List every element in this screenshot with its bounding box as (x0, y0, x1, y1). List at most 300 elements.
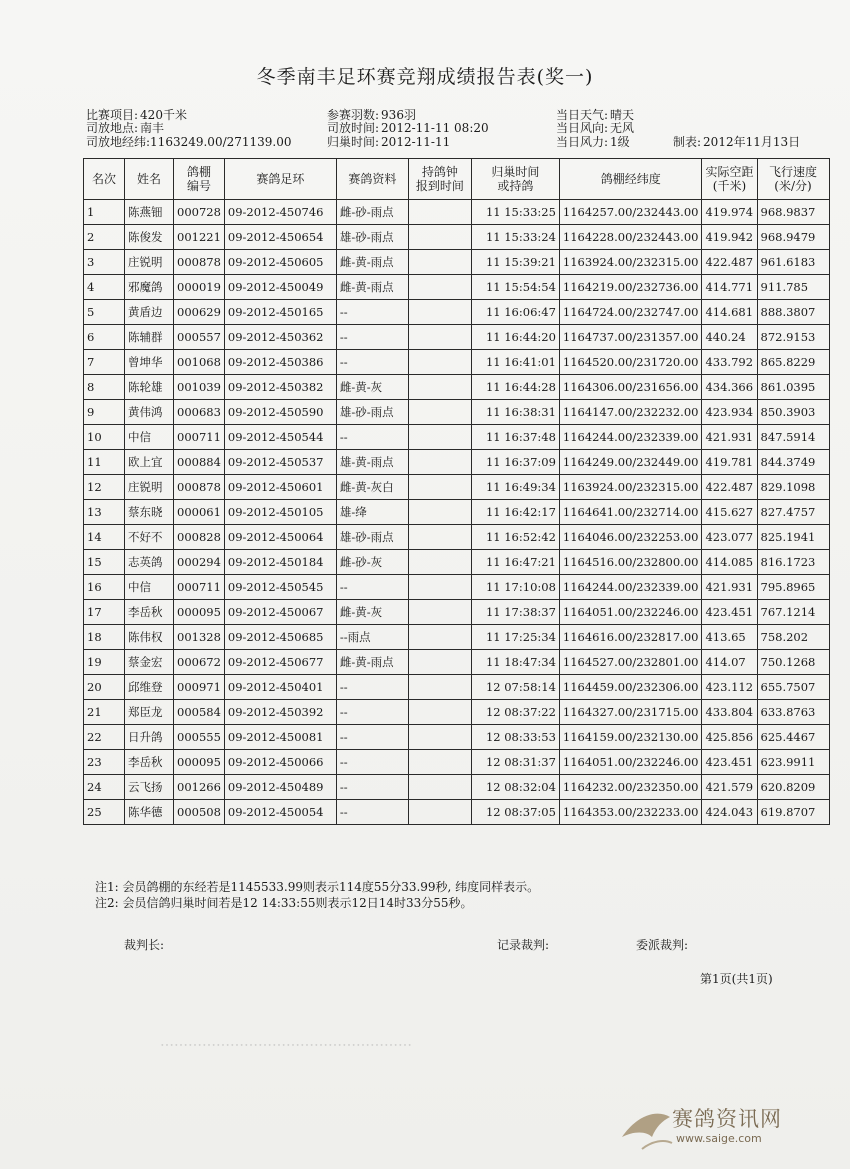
table-cell: 425.856 (702, 725, 757, 750)
signature-recorder: 记录裁判: (497, 938, 550, 952)
table-cell: 李岳秋 (125, 600, 174, 625)
table-cell: 志英鸽 (125, 550, 174, 575)
table-cell (408, 325, 471, 350)
table-row (84, 500, 830, 525)
table-cell (408, 725, 471, 750)
table-row (84, 375, 830, 400)
table-cell: 1164737.00/231357.00 (559, 325, 702, 350)
table-row (84, 750, 830, 775)
table-cell: 09-2012-450165 (224, 300, 336, 325)
table-cell: -- (336, 575, 408, 600)
table-cell: 14 (84, 525, 125, 550)
table-cell: 7 (84, 350, 125, 375)
table-cell: -- (336, 725, 408, 750)
table-cell: 433.792 (702, 350, 757, 375)
table-cell: 440.24 (702, 325, 757, 350)
table-cell: 829.1098 (757, 475, 829, 500)
table-cell (408, 475, 471, 500)
table-cell: 雄-砂-雨点 (336, 525, 408, 550)
table-cell: 11 16:41:01 (471, 350, 559, 375)
table-cell: 422.487 (702, 250, 757, 275)
table-cell: 6 (84, 325, 125, 350)
table-cell: 000019 (174, 275, 225, 300)
table-cell: 1164232.00/232350.00 (559, 775, 702, 800)
table-cell: 黄伟鸿 (125, 400, 174, 425)
column-header: 飞行速度 (米/分) (757, 159, 829, 200)
table-cell: 1164520.00/231720.00 (559, 350, 702, 375)
table-cell: 15 (84, 550, 125, 575)
table-row (84, 250, 830, 275)
column-header: 赛鸽足环 (224, 159, 336, 200)
info-count: 参赛羽数: 936羽 (327, 108, 416, 122)
table-cell: 000828 (174, 525, 225, 550)
table-cell: 黄盾边 (125, 300, 174, 325)
table-cell: 750.1268 (757, 650, 829, 675)
table-cell: 曾坤华 (125, 350, 174, 375)
table-cell: 4 (84, 275, 125, 300)
column-header: 持鸽钟 报到时间 (408, 159, 471, 200)
table-cell: 872.9153 (757, 325, 829, 350)
table-cell: 767.1214 (757, 600, 829, 625)
table-cell: 09-2012-450746 (224, 200, 336, 225)
table-cell: 968.9837 (757, 200, 829, 225)
table-row (84, 225, 830, 250)
table-cell: 12 08:33:53 (471, 725, 559, 750)
table-cell: 23 (84, 750, 125, 775)
table-cell: 633.8763 (757, 700, 829, 725)
table-cell (408, 750, 471, 775)
table-cell: 09-2012-450184 (224, 550, 336, 575)
table-cell: 11 16:42:17 (471, 500, 559, 525)
table-cell (408, 200, 471, 225)
table-cell: 庄锐明 (125, 475, 174, 500)
table-cell: 11 15:39:21 (471, 250, 559, 275)
info-release-place: 司放地点: 南丰 (86, 121, 165, 135)
table-cell: 000878 (174, 250, 225, 275)
table-cell: 云飞扬 (125, 775, 174, 800)
notes (95, 879, 539, 911)
table-cell: 434.366 (702, 375, 757, 400)
table-row (84, 775, 830, 800)
table-cell: 001266 (174, 775, 225, 800)
table-cell: 423.077 (702, 525, 757, 550)
table-cell: 09-2012-450685 (224, 625, 336, 650)
table-cell: 847.5914 (757, 425, 829, 450)
column-header: 姓名 (125, 159, 174, 200)
table-cell: 12 08:31:37 (471, 750, 559, 775)
table-cell: 8 (84, 375, 125, 400)
table-cell: 09-2012-450081 (224, 725, 336, 750)
table-cell: 1164353.00/232233.00 (559, 800, 702, 825)
table-cell: 09-2012-450064 (224, 525, 336, 550)
table-cell: 623.9911 (757, 750, 829, 775)
table-cell: -- (336, 700, 408, 725)
table-cell: 09-2012-450392 (224, 700, 336, 725)
table-cell: 11 16:37:09 (471, 450, 559, 475)
table-cell: 000711 (174, 575, 225, 600)
table-cell: 09-2012-450545 (224, 575, 336, 600)
table-cell (408, 300, 471, 325)
table-cell: 09-2012-450054 (224, 800, 336, 825)
table-cell: 16 (84, 575, 125, 600)
info-wind-direction: 当日风向: 无风 (556, 121, 635, 135)
table-cell: 861.0395 (757, 375, 829, 400)
table-cell: 22 (84, 725, 125, 750)
table-cell: 850.3903 (757, 400, 829, 425)
table-row (84, 450, 830, 475)
table-row (84, 525, 830, 550)
table-cell: 24 (84, 775, 125, 800)
note-2: 注2: 会员信鸽归巢时间若是12 14:33:55则表示12日14时33分55秒。 (95, 896, 473, 910)
table-cell: 000629 (174, 300, 225, 325)
table-cell: -- (336, 800, 408, 825)
table-cell: 25 (84, 800, 125, 825)
table-cell: 10 (84, 425, 125, 450)
table-cell: 001039 (174, 375, 225, 400)
table-cell: 11 18:47:34 (471, 650, 559, 675)
table-cell: 17 (84, 600, 125, 625)
info-weather: 当日天气: 晴天 (556, 108, 635, 122)
table-cell: 蔡金宏 (125, 650, 174, 675)
table-cell: 12 07:58:14 (471, 675, 559, 700)
info-release-time: 司放时间: 2012-11-11 08:20 (327, 121, 489, 135)
table-cell: 11 16:06:47 (471, 300, 559, 325)
table-row (84, 575, 830, 600)
table-cell: 911.785 (757, 275, 829, 300)
table-cell: 11 15:33:24 (471, 225, 559, 250)
table-cell: 11 15:54:54 (471, 275, 559, 300)
table-cell: 000061 (174, 500, 225, 525)
table-cell: 423.451 (702, 600, 757, 625)
table-cell: 816.1723 (757, 550, 829, 575)
table-cell: 795.8965 (757, 575, 829, 600)
table-row (84, 700, 830, 725)
table-cell (408, 350, 471, 375)
table-cell: 1164046.00/232253.00 (559, 525, 702, 550)
table-cell: 李岳秋 (125, 750, 174, 775)
table-cell: 不好不 (125, 525, 174, 550)
column-header: 名次 (84, 159, 125, 200)
table-cell: 09-2012-450590 (224, 400, 336, 425)
table-cell: 414.07 (702, 650, 757, 675)
table-cell: 09-2012-450386 (224, 350, 336, 375)
table-cell (408, 525, 471, 550)
table-cell: 5 (84, 300, 125, 325)
table-cell: 郑臣龙 (125, 700, 174, 725)
table-cell (408, 550, 471, 575)
table-cell: 09-2012-450382 (224, 375, 336, 400)
table-cell: -- (336, 325, 408, 350)
report-title: 冬季南丰足环赛竞翔成绩报告表(奖一) (256, 66, 594, 88)
table-cell: 09-2012-450489 (224, 775, 336, 800)
table-cell: 000683 (174, 400, 225, 425)
table-cell: 000878 (174, 475, 225, 500)
table-cell: 433.804 (702, 700, 757, 725)
table-cell: 09-2012-450654 (224, 225, 336, 250)
table-cell: 000557 (174, 325, 225, 350)
table-cell: 欧上宜 (125, 450, 174, 475)
table-cell: 414.681 (702, 300, 757, 325)
table-cell: -- (336, 425, 408, 450)
table-cell (408, 500, 471, 525)
table-cell: 000555 (174, 725, 225, 750)
table-cell (408, 600, 471, 625)
table-row (84, 725, 830, 750)
table-cell: 3 (84, 250, 125, 275)
table-cell: 1164306.00/231656.00 (559, 375, 702, 400)
table-cell: 000095 (174, 600, 225, 625)
table-cell: 09-2012-450105 (224, 500, 336, 525)
table-cell: 11 16:44:20 (471, 325, 559, 350)
column-header: 实际空距 (千米) (702, 159, 757, 200)
table-cell: 11 16:37:48 (471, 425, 559, 450)
table-cell: 000584 (174, 700, 225, 725)
table-cell: 1164641.00/232714.00 (559, 500, 702, 525)
table-cell: 雌-砂-雨点 (336, 200, 408, 225)
table-cell: 001328 (174, 625, 225, 650)
table-cell: 414.085 (702, 550, 757, 575)
table-cell: 陈燕钿 (125, 200, 174, 225)
table-cell: 000095 (174, 750, 225, 775)
table-row (84, 300, 830, 325)
table-cell: 865.8229 (757, 350, 829, 375)
table-cell: 423.451 (702, 750, 757, 775)
table-cell: 1 (84, 200, 125, 225)
table-row (84, 625, 830, 650)
table-cell: 1164616.00/232817.00 (559, 625, 702, 650)
table-row (84, 350, 830, 375)
table-cell: 13 (84, 500, 125, 525)
table-cell (408, 650, 471, 675)
table-cell: 12 08:32:04 (471, 775, 559, 800)
table-cell: 619.8707 (757, 800, 829, 825)
table-cell: 415.627 (702, 500, 757, 525)
table-cell: 雌-黄-灰 (336, 600, 408, 625)
column-header: 鸽棚经纬度 (559, 159, 702, 200)
signature-judge: 裁判长: (124, 938, 165, 952)
table-cell: 000884 (174, 450, 225, 475)
table-row (84, 425, 830, 450)
table-cell: 421.931 (702, 575, 757, 600)
table-cell (408, 625, 471, 650)
table-cell: 000508 (174, 800, 225, 825)
table-row (84, 200, 830, 225)
table-cell: 1164159.00/232130.00 (559, 725, 702, 750)
table-cell: 12 08:37:22 (471, 700, 559, 725)
table-cell: 09-2012-450401 (224, 675, 336, 700)
table-cell: 蔡东晓 (125, 500, 174, 525)
table-cell: 419.942 (702, 225, 757, 250)
table-header-row (84, 159, 830, 200)
table-cell: 000711 (174, 425, 225, 450)
table-cell: 11 15:33:25 (471, 200, 559, 225)
table-cell: 625.4467 (757, 725, 829, 750)
signature-delegate: 委派裁判: (636, 938, 689, 952)
table-row (84, 675, 830, 700)
info-made-date: 制表: 2012年11月13日 (673, 135, 801, 149)
table-cell: 001221 (174, 225, 225, 250)
table-cell (408, 400, 471, 425)
table-body (84, 200, 830, 825)
bleed-through-text: ……………………………………………… (160, 1040, 412, 1056)
table-cell: 雄-黄-雨点 (336, 450, 408, 475)
table-cell: --雨点 (336, 625, 408, 650)
table-cell (408, 275, 471, 300)
table-cell (408, 675, 471, 700)
table-cell: 423.934 (702, 400, 757, 425)
table-cell: 1163924.00/232315.00 (559, 250, 702, 275)
table-cell: 414.771 (702, 275, 757, 300)
info-project: 比赛项目: 420千米 (86, 108, 187, 122)
table-cell: 1164228.00/232443.00 (559, 225, 702, 250)
table-cell: 961.6183 (757, 250, 829, 275)
table-cell: 1164516.00/232800.00 (559, 550, 702, 575)
table-cell: 888.3807 (757, 300, 829, 325)
table-cell: 21 (84, 700, 125, 725)
table-cell: 邱维登 (125, 675, 174, 700)
table-cell: 陈辅群 (125, 325, 174, 350)
table-cell: 12 08:37:05 (471, 800, 559, 825)
table-cell: 09-2012-450049 (224, 275, 336, 300)
table-row (84, 650, 830, 675)
table-cell: 1164051.00/232246.00 (559, 600, 702, 625)
info-wind-force: 当日风力: 1级 (556, 135, 630, 149)
table-cell: 11 16:44:28 (471, 375, 559, 400)
table-cell: 1164244.00/232339.00 (559, 575, 702, 600)
table-cell: 825.1941 (757, 525, 829, 550)
table-cell: 陈华德 (125, 800, 174, 825)
table-row (84, 475, 830, 500)
watermark-text: 赛鸽资讯网 (672, 1107, 782, 1131)
table-cell: 1164527.00/232801.00 (559, 650, 702, 675)
table-cell: -- (336, 775, 408, 800)
table-cell: 09-2012-450537 (224, 450, 336, 475)
table-cell: 09-2012-450677 (224, 650, 336, 675)
table-cell: 邪魔鸽 (125, 275, 174, 300)
table-cell (408, 575, 471, 600)
info-return-time: 归巢时间: 2012-11-11 (327, 135, 451, 149)
table-cell: 968.9479 (757, 225, 829, 250)
table-cell: 19 (84, 650, 125, 675)
table-cell: 1164051.00/232246.00 (559, 750, 702, 775)
table-cell: 陈伟权 (125, 625, 174, 650)
table-cell: 419.781 (702, 450, 757, 475)
table-cell: 422.487 (702, 475, 757, 500)
table-cell: 雌-砂-灰 (336, 550, 408, 575)
table-cell: 001068 (174, 350, 225, 375)
table-cell: 雌-黄-雨点 (336, 250, 408, 275)
table-cell: 419.974 (702, 200, 757, 225)
table-cell: 12 (84, 475, 125, 500)
table-row (84, 400, 830, 425)
table-cell: 2 (84, 225, 125, 250)
table-cell: 1164459.00/232306.00 (559, 675, 702, 700)
table-cell: 陈轮雄 (125, 375, 174, 400)
table-cell: 9 (84, 400, 125, 425)
table-cell: 庄锐明 (125, 250, 174, 275)
table-cell: 11 16:52:42 (471, 525, 559, 550)
table-cell: -- (336, 750, 408, 775)
table-cell: 1164147.00/232232.00 (559, 400, 702, 425)
table-cell: 雌-黄-灰 (336, 375, 408, 400)
table-cell: 09-2012-450605 (224, 250, 336, 275)
table-cell: 雄-砂-雨点 (336, 225, 408, 250)
table-cell: 000294 (174, 550, 225, 575)
table-cell: 1164249.00/232449.00 (559, 450, 702, 475)
table-cell: 雄-绛 (336, 500, 408, 525)
table-cell: 827.4757 (757, 500, 829, 525)
table-row (84, 800, 830, 825)
page-number: 第1页(共1页) (700, 972, 773, 986)
table-cell: 1164724.00/232747.00 (559, 300, 702, 325)
table-cell: 000971 (174, 675, 225, 700)
table-cell: 413.65 (702, 625, 757, 650)
table-cell: 000672 (174, 650, 225, 675)
table-cell: 11 17:38:37 (471, 600, 559, 625)
note-1: 注1: 会员鸽棚的东经若是1145533.99则表示114度55分33.99秒, 纬度同样表示。 (95, 880, 540, 894)
table-cell: 中信 (125, 575, 174, 600)
column-header: 归巢时间 或持鸽 (471, 159, 559, 200)
table-cell: 11 (84, 450, 125, 475)
table-cell: 1164244.00/232339.00 (559, 425, 702, 450)
table-cell: -- (336, 675, 408, 700)
table-cell: 620.8209 (757, 775, 829, 800)
table-cell: 09-2012-450601 (224, 475, 336, 500)
table-cell: 1164257.00/232443.00 (559, 200, 702, 225)
info-release-coords: 司放地经纬:1163249.00/271139.00 (86, 135, 292, 149)
table-row (84, 325, 830, 350)
table-cell: 11 17:25:34 (471, 625, 559, 650)
table-cell: 000728 (174, 200, 225, 225)
table-cell (408, 225, 471, 250)
table-cell: 1164327.00/231715.00 (559, 700, 702, 725)
table-cell: 雌-黄-雨点 (336, 275, 408, 300)
table-row (84, 275, 830, 300)
results-table (83, 158, 830, 825)
column-header: 赛鸽资料 (336, 159, 408, 200)
table-cell: -- (336, 350, 408, 375)
table-cell: 09-2012-450362 (224, 325, 336, 350)
table-cell: 11 16:38:31 (471, 400, 559, 425)
table-cell: -- (336, 300, 408, 325)
table-cell: 11 16:47:21 (471, 550, 559, 575)
table-cell: 758.202 (757, 625, 829, 650)
table-cell: 09-2012-450544 (224, 425, 336, 450)
table-cell: 423.112 (702, 675, 757, 700)
table-cell: 421.579 (702, 775, 757, 800)
table-row (84, 600, 830, 625)
table-cell: 09-2012-450067 (224, 600, 336, 625)
table-cell: 424.043 (702, 800, 757, 825)
column-header: 鸽棚 编号 (174, 159, 225, 200)
table-cell (408, 450, 471, 475)
table-cell: 18 (84, 625, 125, 650)
table-cell: 11 16:49:34 (471, 475, 559, 500)
table-cell: 雌-黄-灰白 (336, 475, 408, 500)
table-cell: 1164219.00/232736.00 (559, 275, 702, 300)
table-cell: 20 (84, 675, 125, 700)
table-cell: 1163924.00/232315.00 (559, 475, 702, 500)
table-row (84, 550, 830, 575)
table-cell: 11 17:10:08 (471, 575, 559, 600)
table-cell: 日升鸽 (125, 725, 174, 750)
table-cell: 雄-砂-雨点 (336, 400, 408, 425)
table-cell (408, 700, 471, 725)
table-cell: 421.931 (702, 425, 757, 450)
watermark-url: www.saige.com (676, 1132, 762, 1145)
table-cell (408, 375, 471, 400)
table-cell: 雌-黄-雨点 (336, 650, 408, 675)
